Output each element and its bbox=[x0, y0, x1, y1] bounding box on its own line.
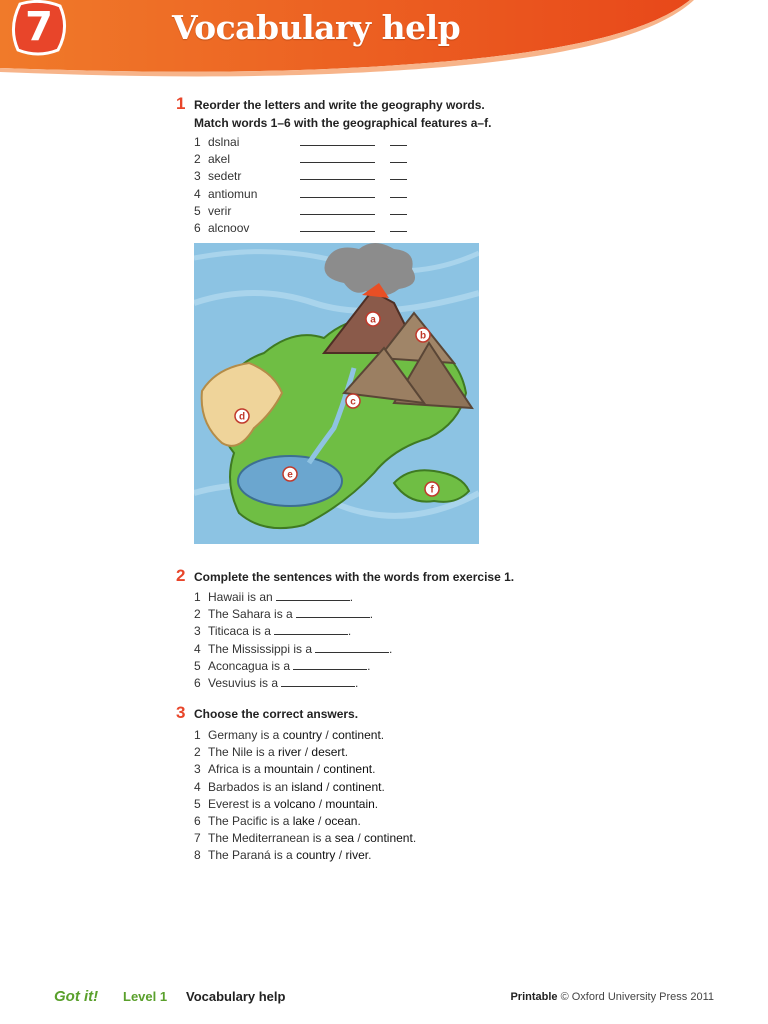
list-item: 4 antiomun bbox=[194, 186, 454, 203]
footer-copyright: Printable © Oxford University Press 2011 bbox=[510, 991, 714, 1003]
choice-b[interactable]: desert bbox=[311, 745, 345, 760]
island-illustration-svg bbox=[194, 243, 479, 544]
list-item: 6 Vesuvius is a . bbox=[194, 675, 359, 690]
choice-b[interactable]: continent bbox=[364, 831, 413, 846]
label-c: c bbox=[350, 396, 356, 408]
choice-a[interactable]: river bbox=[278, 745, 302, 760]
answer-blank[interactable] bbox=[300, 204, 375, 215]
label-d: d bbox=[238, 411, 246, 423]
choice-a[interactable]: country bbox=[282, 728, 323, 742]
exercise-3-list bbox=[194, 727, 416, 865]
answer-blank[interactable] bbox=[300, 221, 375, 232]
choice-a[interactable]: island bbox=[291, 779, 323, 794]
letter-blank[interactable] bbox=[390, 221, 407, 232]
answer-blank[interactable] bbox=[274, 624, 348, 635]
choice-b[interactable]: continent bbox=[332, 779, 382, 794]
answer-blank[interactable] bbox=[300, 187, 375, 198]
letter-blank[interactable] bbox=[390, 152, 407, 163]
label-a: a bbox=[370, 314, 376, 326]
exercise-3-instruction: Choose the correct answers. bbox=[194, 707, 359, 721]
choice-a[interactable]: country bbox=[296, 848, 336, 863]
letter-blank[interactable] bbox=[390, 135, 407, 146]
choice-b[interactable]: river bbox=[345, 848, 369, 863]
letter-blank[interactable] bbox=[390, 187, 407, 198]
footer bbox=[54, 988, 724, 1008]
label-b: b bbox=[419, 330, 427, 342]
list-item: 6 alcnoov bbox=[194, 220, 454, 237]
footer-brand: Got it! bbox=[54, 988, 99, 1005]
choice-a[interactable]: mountain bbox=[264, 762, 314, 777]
header-banner bbox=[0, 0, 768, 80]
answer-blank[interactable] bbox=[300, 152, 375, 163]
list-item: 4 The Mississippi is a . bbox=[194, 641, 393, 656]
exercise-2-instruction: Complete the sentences with the words from exercise 1. bbox=[194, 570, 515, 584]
list-item: 1 Germany is a country / continent. bbox=[194, 728, 385, 742]
exercise-2-list bbox=[194, 589, 392, 692]
answer-blank[interactable] bbox=[300, 169, 375, 180]
list-item: 1 dslnai bbox=[194, 134, 454, 151]
choice-b[interactable]: continent bbox=[323, 762, 373, 777]
choice-a[interactable]: lake bbox=[292, 813, 315, 828]
label-e: e bbox=[287, 469, 293, 481]
unit-number: 7 bbox=[25, 4, 53, 50]
letter-blank[interactable] bbox=[390, 169, 407, 180]
exercise-1-list bbox=[194, 134, 454, 237]
list-item: 3 sedetr bbox=[194, 168, 454, 185]
list-item: 8 The Paraná is a country / river. bbox=[194, 848, 372, 863]
list-item: 4 Barbados is an island / continent. bbox=[194, 779, 385, 794]
list-item: 3 Africa is a mountain / continent. bbox=[194, 762, 376, 777]
list-item: 1 Hawaii is an . bbox=[194, 590, 354, 604]
list-item: 5 verir bbox=[194, 203, 454, 220]
exercise-1-instruction-line2: Match words 1–6 with the geographical features a–f. bbox=[194, 116, 492, 130]
answer-blank[interactable] bbox=[296, 607, 370, 618]
letter-blank[interactable] bbox=[390, 204, 407, 215]
page-title: Vocabulary help bbox=[172, 8, 461, 47]
label-f: f bbox=[430, 484, 434, 496]
exercise-1-number: 1 bbox=[176, 94, 186, 113]
exercise-2-number: 2 bbox=[176, 566, 186, 585]
list-item: 7 The Mediterranean is a sea / continent. bbox=[194, 831, 417, 846]
list-item: 5 Aconcagua is a . bbox=[194, 658, 371, 673]
choice-a[interactable]: sea bbox=[334, 831, 355, 846]
choice-b[interactable]: continent bbox=[332, 728, 381, 742]
exercise-3-number: 3 bbox=[176, 703, 186, 722]
choice-a[interactable]: volcano bbox=[274, 796, 316, 811]
list-item: 3 Titicaca is a . bbox=[194, 624, 352, 639]
choice-b[interactable]: ocean bbox=[324, 813, 358, 828]
list-item: 6 The Pacific is a lake / ocean. bbox=[194, 813, 361, 828]
list-item: 2 The Sahara is a . bbox=[194, 607, 374, 622]
list-item: 2 The Nile is a river / desert. bbox=[194, 745, 349, 760]
answer-blank[interactable] bbox=[293, 659, 367, 670]
exercise-1-instruction bbox=[194, 96, 491, 132]
exercise-1-instruction-line1: Reorder the letters and write the geography words. bbox=[194, 98, 485, 112]
choice-b[interactable]: mountain bbox=[325, 796, 375, 811]
answer-blank[interactable] bbox=[315, 642, 389, 653]
island-illustration bbox=[194, 243, 479, 544]
list-item: 2 akel bbox=[194, 151, 454, 168]
answer-blank[interactable] bbox=[281, 676, 355, 687]
answer-blank[interactable] bbox=[300, 135, 375, 146]
footer-level: Level 1 bbox=[123, 989, 168, 1004]
footer-section: Vocabulary help bbox=[186, 989, 286, 1004]
answer-blank[interactable] bbox=[276, 590, 350, 601]
list-item: 5 Everest is a volcano / mountain. bbox=[194, 796, 379, 811]
